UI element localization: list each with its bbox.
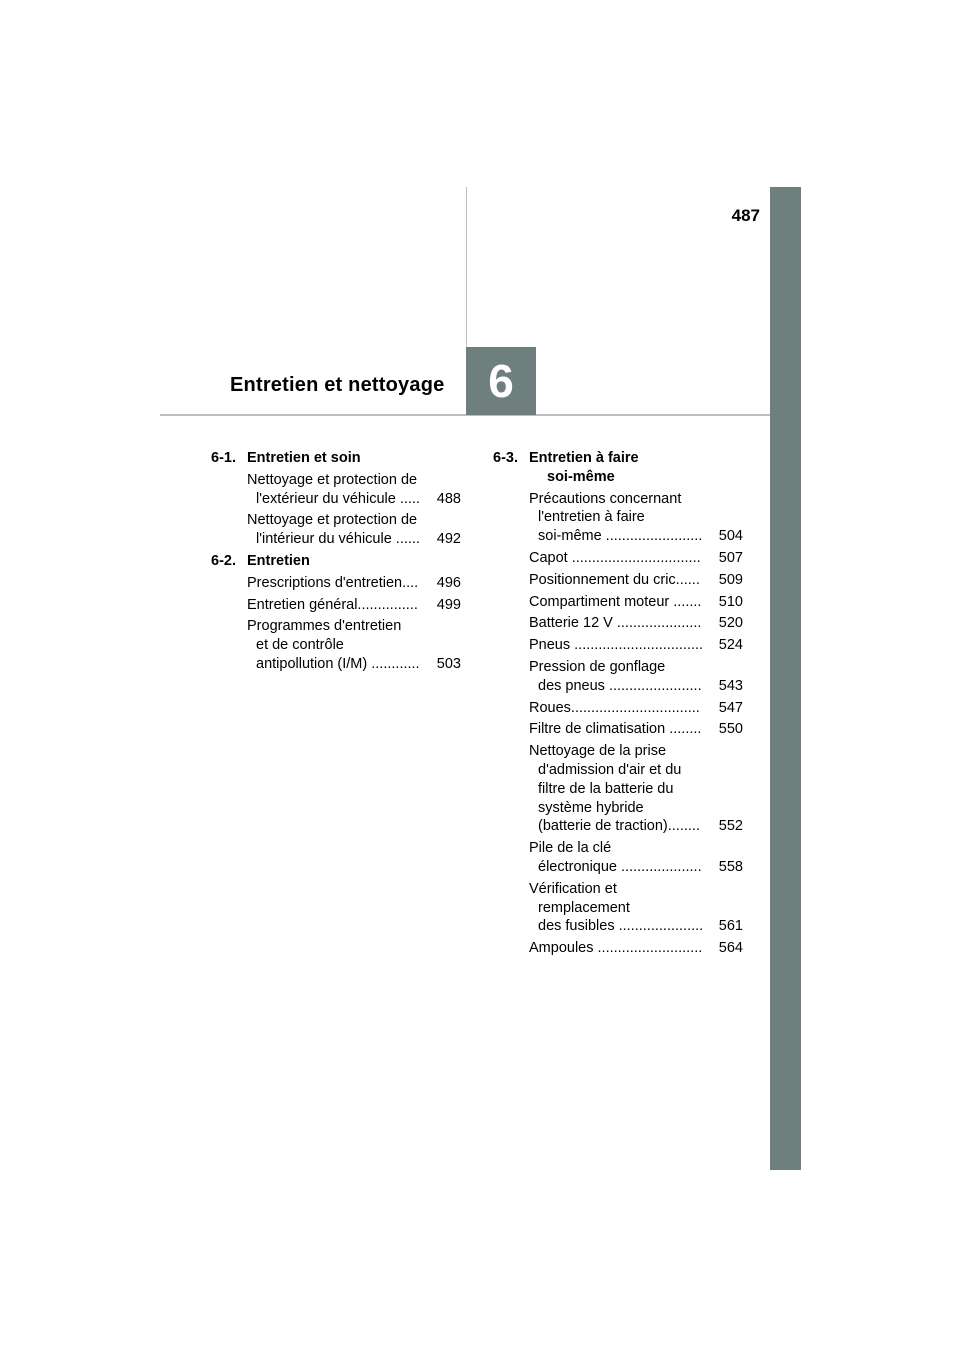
section-number: 6-2.: [211, 552, 236, 569]
toc-entry-text: Pression de gonflage des pneus .......................: [529, 658, 702, 694]
toc-entry-text: Prescriptions d'entretien....: [247, 574, 419, 591]
toc-entry[interactable]: [247, 574, 461, 593]
toc-entry[interactable]: [529, 720, 743, 739]
toc-entry-text: Ampoules ..........................: [529, 940, 703, 957]
toc-entry-text: Positionnement du cric......: [529, 571, 700, 588]
toc-entry[interactable]: [529, 490, 743, 546]
toc-entry[interactable]: [529, 839, 743, 877]
toc-entry-page: 524: [718, 637, 743, 654]
toc-entry[interactable]: [247, 511, 461, 549]
toc-entry-text: Vérification et remplacement des fusibles .....................: [529, 880, 704, 935]
toc-entry[interactable]: [529, 636, 743, 655]
toc-entry[interactable]: [247, 471, 461, 509]
chapter-title: Entretien et nettoyage: [230, 374, 445, 396]
toc-section-6-1: [211, 449, 461, 549]
toc-entry[interactable]: [529, 593, 743, 612]
toc-entry-text: Roues................................: [529, 699, 700, 716]
toc-entry-text: Nettoyage et protection de l'extérieur du véhicule .....: [247, 471, 420, 507]
toc-entry-text: Précautions concernant l'entretien à faire soi-même ........................: [529, 490, 703, 545]
toc-entry-text: Batterie 12 V .....................: [529, 615, 702, 632]
header-horizontal-rule: [160, 414, 770, 416]
toc-entry-text: Programmes d'entretien et de contrôle antipollution (I/M) ............: [247, 618, 420, 672]
toc-entry-text: Entretien général...............: [247, 596, 418, 613]
toc-entry[interactable]: [529, 614, 743, 633]
section-title: Entretien à faire soi-même: [529, 450, 639, 485]
chapter-number-box: [466, 347, 536, 415]
toc-entry[interactable]: [529, 658, 743, 696]
toc-entry-page: 510: [718, 593, 743, 610]
toc-column-left: [211, 449, 461, 677]
toc-entry-page: 564: [718, 940, 743, 957]
toc-entry[interactable]: [529, 571, 743, 590]
section-title: Entretien: [247, 552, 310, 569]
section-heading[interactable]: [211, 449, 461, 468]
toc-entry-page: 520: [718, 615, 743, 632]
toc-entry[interactable]: [529, 880, 743, 936]
toc-entry-page: 507: [718, 549, 743, 566]
toc-entry-page: 499: [436, 596, 461, 613]
toc-column-right: [493, 449, 743, 961]
toc-section-6-3: [493, 449, 743, 958]
toc-entry-page: 561: [718, 918, 743, 935]
toc-entry-text: Nettoyage de la prise d'admission d'air et du filtre de la batterie du système hybride (batterie de traction)........: [529, 743, 700, 835]
toc-entry[interactable]: [529, 549, 743, 568]
toc-entry[interactable]: [247, 617, 461, 673]
toc-entry[interactable]: [529, 742, 743, 836]
section-heading[interactable]: [211, 552, 461, 571]
chapter-number: 6: [488, 355, 514, 407]
toc-entry-page: 550: [718, 721, 743, 738]
toc-entry-text: Pile de la clé électronique ....................: [529, 840, 702, 875]
section-title: Entretien et soin: [247, 450, 361, 466]
toc-entry-text: Filtre de climatisation ........: [529, 721, 702, 738]
toc-entry-page: 496: [436, 574, 461, 591]
toc-entry-page: 547: [718, 699, 743, 716]
section-heading[interactable]: [493, 449, 743, 487]
toc-section-6-2: [211, 552, 461, 674]
section-number: 6-1.: [211, 450, 236, 466]
toc-entry-text: Capot ................................: [529, 549, 701, 566]
toc-entry[interactable]: [529, 699, 743, 718]
toc-entry-page: 509: [718, 571, 743, 588]
toc-entry-page: 552: [718, 818, 743, 835]
header-vertical-rule: [466, 187, 467, 347]
chapter-side-tab: [770, 187, 801, 1170]
toc-entry-page: 558: [718, 858, 743, 875]
toc-entry-page: 488: [436, 490, 461, 507]
toc-entry-page: 503: [436, 655, 461, 672]
toc-entry[interactable]: [247, 596, 461, 615]
toc-entry-page: 543: [718, 677, 743, 694]
toc-entry-page: 492: [436, 531, 461, 548]
toc-entry-text: Compartiment moteur .......: [529, 593, 702, 610]
toc-entry-text: Nettoyage et protection de l'intérieur du véhicule ......: [247, 512, 420, 548]
toc-entry-text: Pneus ................................: [529, 637, 704, 654]
toc-entry[interactable]: [529, 939, 743, 958]
page-number: 487: [731, 206, 760, 225]
section-number: 6-3.: [493, 450, 518, 466]
toc-entry-page: 504: [718, 528, 743, 545]
